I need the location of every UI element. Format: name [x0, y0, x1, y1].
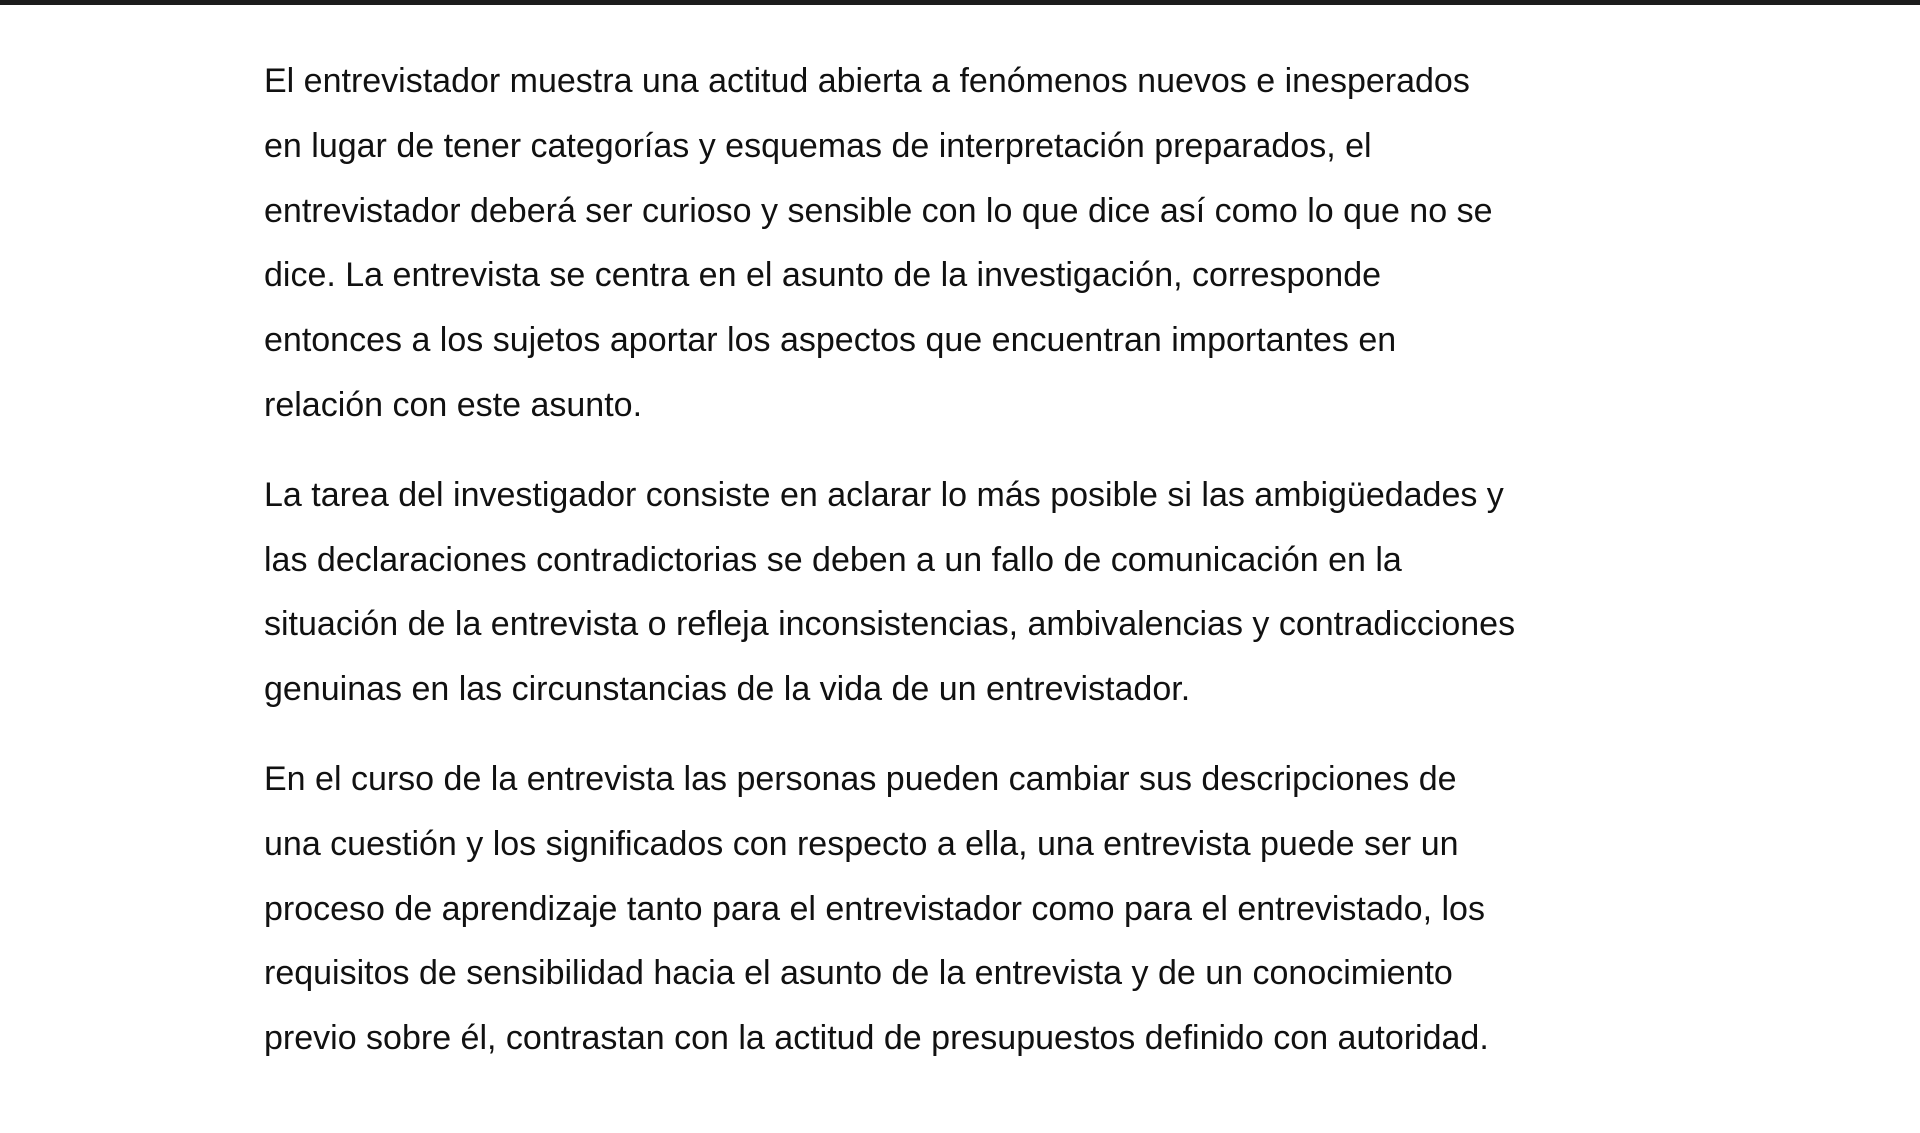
- paragraph-line: proceso de aprendizaje tanto para el entrevistador como para el entrevistado, los: [264, 889, 1485, 928]
- paragraph-line: situación de la entrevista o refleja inconsistencias, ambivalencias y contradicciones: [264, 605, 1516, 644]
- paragraph-line: La tarea del investigador consiste en aclarar lo más posible si las ambigüedades y: [264, 475, 1504, 514]
- paragraph-1: [264, 49, 1684, 438]
- paragraph-line: una cuestión y los significados con respecto a ella, una entrevista puede ser un: [264, 824, 1459, 863]
- document-page: [0, 5, 1920, 1133]
- paragraph-3: [264, 747, 1684, 1071]
- paragraph-line: En el curso de la entrevista las personas pueden cambiar sus descripciones de: [264, 759, 1457, 798]
- document-body: [264, 49, 1684, 1071]
- paragraph-line: genuinas en las circunstancias de la vida de un entrevistador.: [264, 670, 1191, 709]
- paragraph-line: relación con este asunto.: [264, 385, 643, 424]
- paragraph-2: [264, 463, 1684, 722]
- paragraph-line: previo sobre él, contrastan con la actitud de presupuestos definido con autoridad.: [264, 1019, 1489, 1058]
- paragraph-line: entonces a los sujetos aportar los aspectos que encuentran importantes en: [264, 321, 1397, 360]
- paragraph-line: requisitos de sensibilidad hacia el asunto de la entrevista y de un conocimiento: [264, 954, 1453, 993]
- paragraph-line: El entrevistador muestra una actitud abierta a fenómenos nuevos e inesperados: [264, 62, 1470, 100]
- paragraph-line: entrevistador deberá ser curioso y sensible con lo que dice así como lo que no se: [264, 191, 1493, 230]
- paragraph-line: dice. La entrevista se centra en el asunto de la investigación, corresponde: [264, 256, 1382, 295]
- paragraph-line: las declaraciones contradictorias se deben a un fallo de comunicación en la: [264, 540, 1402, 579]
- paragraph-line: en lugar de tener categorías y esquemas de interpretación preparados, el: [264, 126, 1372, 165]
